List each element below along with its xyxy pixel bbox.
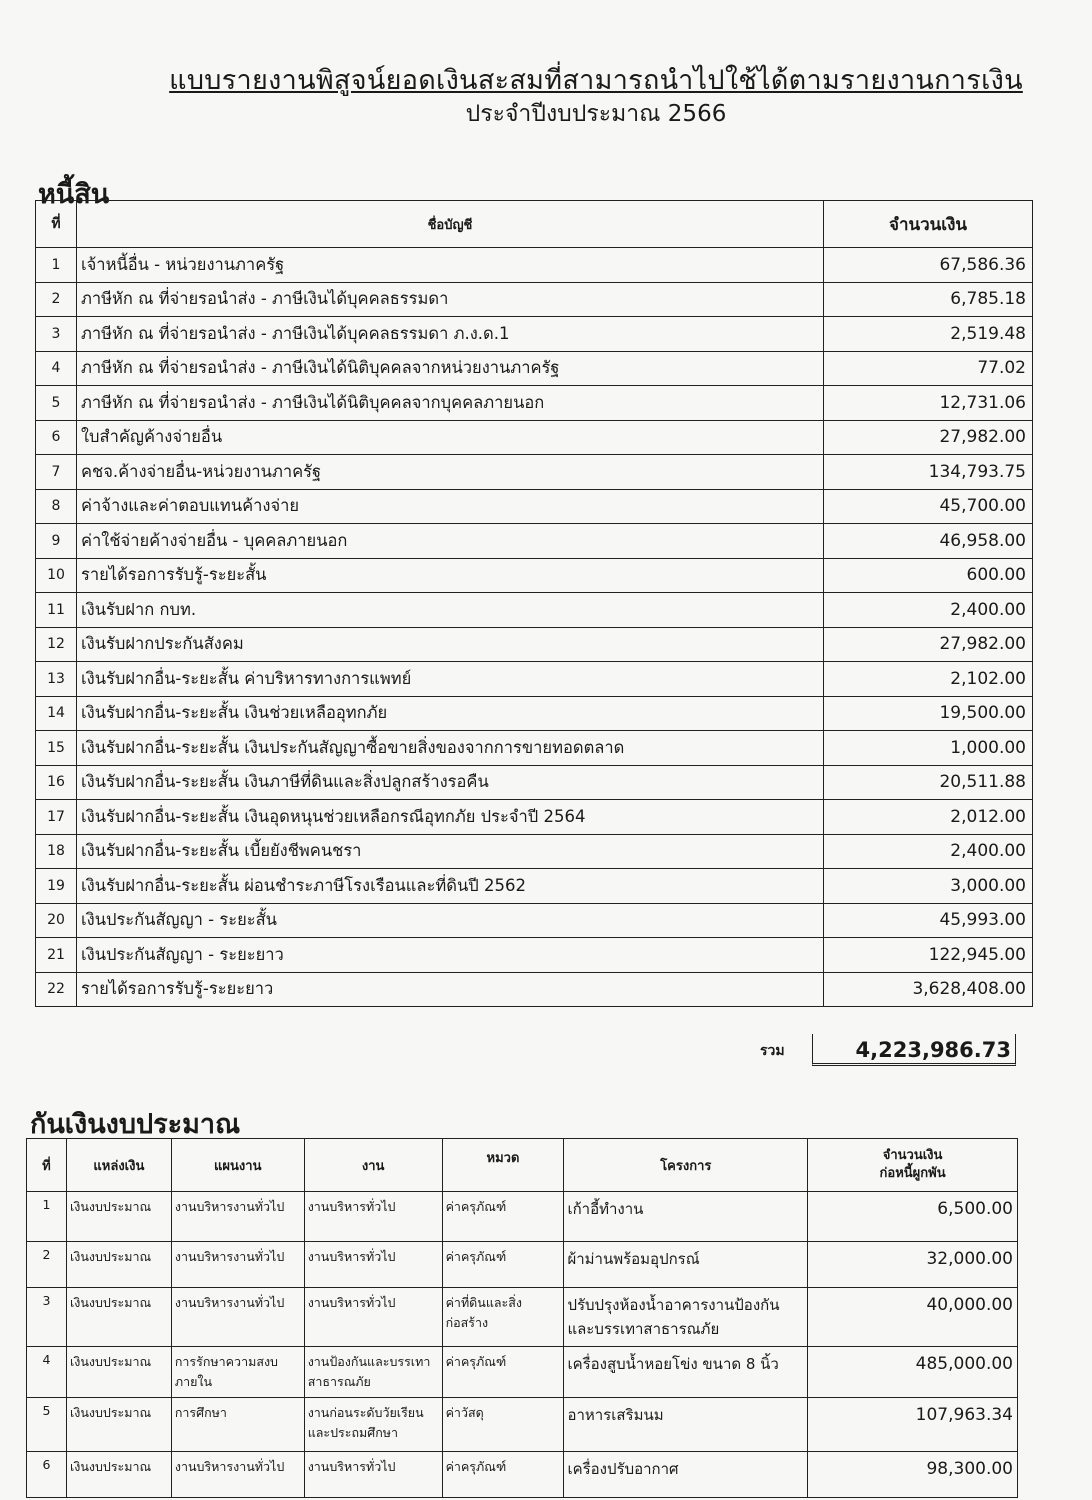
amount: 77.02	[824, 351, 1033, 386]
task: งานบริหารทั่วไป	[304, 1288, 442, 1347]
source: เงินงบประมาณ	[66, 1347, 171, 1398]
table-row	[27, 1398, 1018, 1452]
budget-heading: กันเงินงบประมาณ	[30, 1109, 241, 1140]
row-number: 18	[36, 834, 77, 869]
amount: 45,700.00	[824, 489, 1033, 524]
table-row	[36, 903, 1033, 938]
category: ค่าที่ดินและสิ่งก่อสร้าง	[442, 1288, 564, 1347]
row-number: 2	[27, 1242, 67, 1288]
source: เงินงบประมาณ	[66, 1288, 171, 1347]
table-row	[36, 489, 1033, 524]
row-number: 6	[27, 1452, 67, 1498]
amount: 2,519.48	[824, 317, 1033, 352]
plan: งานบริหารงานทั่วไป	[171, 1192, 304, 1242]
source: เงินงบประมาณ	[66, 1398, 171, 1452]
account-name: เงินรับฝาก กบท.	[77, 593, 824, 628]
account-name: เงินรับฝากประกันสังคม	[77, 627, 824, 662]
budget-header-row	[27, 1139, 1018, 1192]
row-number: 6	[36, 420, 77, 455]
amount: 46,958.00	[824, 524, 1033, 559]
amount: 3,628,408.00	[824, 972, 1033, 1007]
amount: 600.00	[824, 558, 1033, 593]
row-number: 2	[36, 282, 77, 317]
row-number: 19	[36, 869, 77, 904]
project: เครื่องปรับอากาศ	[564, 1452, 808, 1498]
row-number: 5	[36, 386, 77, 421]
table-row	[27, 1242, 1018, 1288]
table-row	[27, 1347, 1018, 1398]
account-name: เงินรับฝากอื่น-ระยะสั้น เงินอุดหนุนช่วยเหลือกรณีอุทกภัย ประจำปี 2564	[77, 800, 824, 835]
row-number: 17	[36, 800, 77, 835]
category: ค่าวัสดุ	[442, 1398, 564, 1452]
amount: 27,982.00	[824, 627, 1033, 662]
amount: 98,300.00	[808, 1452, 1018, 1498]
amount: 45,993.00	[824, 903, 1033, 938]
account-name: เงินประกันสัญญา - ระยะยาว	[77, 938, 824, 973]
task: งานบริหารทั่วไป	[304, 1242, 442, 1288]
account-name: เงินรับฝากอื่น-ระยะสั้น เบี้ยยังชีพคนชรา	[77, 834, 824, 869]
table-row	[36, 938, 1033, 973]
row-number: 5	[27, 1398, 67, 1452]
row-number: 12	[36, 627, 77, 662]
table-row	[36, 765, 1033, 800]
table-row	[36, 731, 1033, 766]
table-row	[36, 662, 1033, 697]
amount: 12,731.06	[824, 386, 1033, 421]
row-number: 1	[27, 1192, 67, 1242]
table-row	[27, 1192, 1018, 1242]
amount: 20,511.88	[824, 765, 1033, 800]
category: ค่าครุภัณฑ์	[442, 1242, 564, 1288]
account-name: เงินรับฝากอื่น-ระยะสั้น เงินภาษีที่ดินและสิ่งปลูกสร้างรอคืน	[77, 765, 824, 800]
plan: งานบริหารงานทั่วไป	[171, 1242, 304, 1288]
row-number: 4	[36, 351, 77, 386]
col-header-no: ที่	[27, 1139, 67, 1192]
amount: 40,000.00	[808, 1288, 1018, 1347]
account-name: เงินประกันสัญญา - ระยะสั้น	[77, 903, 824, 938]
table-row	[36, 800, 1033, 835]
account-name: เงินรับฝากอื่น-ระยะสั้น เงินประกันสัญญาซื้อขายสิ่งของจากการขายทอดตลาด	[77, 731, 824, 766]
col-header-amount: จำนวนเงิน	[824, 201, 1033, 248]
row-number: 3	[27, 1288, 67, 1347]
table-row	[36, 351, 1033, 386]
row-number: 7	[36, 455, 77, 490]
source: เงินงบประมาณ	[66, 1452, 171, 1498]
category: ค่าครุภัณฑ์	[442, 1347, 564, 1398]
amount: 6,785.18	[824, 282, 1033, 317]
table-row	[36, 524, 1033, 559]
page-subtitle: ประจำปีงบประมาณ 2566	[465, 101, 727, 127]
amount: 2,400.00	[824, 593, 1033, 628]
row-number: 4	[27, 1347, 67, 1398]
account-name: รายได้รอการรับรู้-ระยะยาว	[77, 972, 824, 1007]
amount: 67,586.36	[824, 248, 1033, 283]
task: งานป้องกันและบรรเทาสาธารณภัย	[304, 1347, 442, 1398]
amount: 2,102.00	[824, 662, 1033, 697]
amount: 485,000.00	[808, 1347, 1018, 1398]
row-number: 20	[36, 903, 77, 938]
table-row	[36, 972, 1033, 1007]
project: ผ้าม่านพร้อมอุปกรณ์	[564, 1242, 808, 1288]
category: ค่าครุภัณฑ์	[442, 1192, 564, 1242]
project: ปรับปรุงห้องน้ำอาคารงานป้องกันและบรรเทาสาธารณภัย	[564, 1288, 808, 1347]
amount: 19,500.00	[824, 696, 1033, 731]
liabilities-header-row	[36, 201, 1033, 248]
col-header-plan: แผนงาน	[171, 1139, 304, 1192]
amount: 2,400.00	[824, 834, 1033, 869]
liabilities-table	[35, 200, 1033, 1007]
table-row	[36, 627, 1033, 662]
account-name: ภาษีหัก ณ ที่จ่ายรอนำส่ง - ภาษีเงินได้นิติบุคคลจากหน่วยงานภาครัฐ	[77, 351, 824, 386]
table-row	[36, 696, 1033, 731]
col-header-account-name: ชื่อบัญชี	[77, 201, 824, 248]
account-name: รายได้รอการรับรู้-ระยะสั้น	[77, 558, 824, 593]
project: เก้าอี้ทำงาน	[564, 1192, 808, 1242]
account-name: ภาษีหัก ณ ที่จ่ายรอนำส่ง - ภาษีเงินได้นิติบุคคลจากบุคคลภายนอก	[77, 386, 824, 421]
table-row	[36, 282, 1033, 317]
row-number: 21	[36, 938, 77, 973]
col-header-amount-line1: จำนวนเงิน	[882, 1148, 943, 1163]
table-row	[36, 834, 1033, 869]
row-number: 14	[36, 696, 77, 731]
source: เงินงบประมาณ	[66, 1192, 171, 1242]
amount: 6,500.00	[808, 1192, 1018, 1242]
col-header-amount-line2: ก่อหนี้ผูกพัน	[879, 1166, 946, 1181]
col-header-source: แหล่งเงิน	[66, 1139, 171, 1192]
page-title: แบบรายงานพิสูจน์ยอดเงินสะสมที่สามารถนำไปใช้ได้ตามรายงานการเงิน	[169, 65, 1023, 96]
row-number: 11	[36, 593, 77, 628]
row-number: 22	[36, 972, 77, 1007]
row-number: 9	[36, 524, 77, 559]
total-label: รวม	[760, 1043, 785, 1059]
account-name: เงินรับฝากอื่น-ระยะสั้น ผ่อนชำระภาษีโรงเรือนและที่ดินปี 2562	[77, 869, 824, 904]
account-name: ค่าใช้จ่ายค้างจ่ายอื่น - บุคคลภายนอก	[77, 524, 824, 559]
table-row	[27, 1288, 1018, 1347]
account-name: เงินรับฝากอื่น-ระยะสั้น เงินช่วยเหลืออุทกภัย	[77, 696, 824, 731]
table-row	[36, 420, 1033, 455]
row-number: 13	[36, 662, 77, 697]
plan: งานบริหารงานทั่วไป	[171, 1288, 304, 1347]
table-row	[36, 248, 1033, 283]
amount: 107,963.34	[808, 1398, 1018, 1452]
source: เงินงบประมาณ	[66, 1242, 171, 1288]
row-number: 1	[36, 248, 77, 283]
table-row	[36, 386, 1033, 421]
amount: 134,793.75	[824, 455, 1033, 490]
category: ค่าครุภัณฑ์	[442, 1452, 564, 1498]
row-number: 15	[36, 731, 77, 766]
col-header-category: หมวด	[442, 1139, 564, 1192]
account-name: เงินรับฝากอื่น-ระยะสั้น ค่าบริหารทางการแพทย์	[77, 662, 824, 697]
amount: 2,012.00	[824, 800, 1033, 835]
amount: 122,945.00	[824, 938, 1033, 973]
table-row	[36, 317, 1033, 352]
liabilities-heading: หนี้สิน	[38, 179, 110, 210]
table-row	[27, 1452, 1018, 1498]
task: งานบริหารทั่วไป	[304, 1452, 442, 1498]
account-name: เจ้าหนี้อื่น - หน่วยงานภาครัฐ	[77, 248, 824, 283]
table-row	[36, 558, 1033, 593]
account-name: ใบสำคัญค้างจ่ายอื่น	[77, 420, 824, 455]
amount: 27,982.00	[824, 420, 1033, 455]
project: อาหารเสริมนม	[564, 1398, 808, 1452]
total-amount: 4,223,986.73	[812, 1034, 1016, 1066]
row-number: 16	[36, 765, 77, 800]
col-header-project: โครงการ	[564, 1139, 808, 1192]
col-header-amount	[808, 1139, 1018, 1192]
task: งานก่อนระดับวัยเรียนและประถมศึกษา	[304, 1398, 442, 1452]
plan: การศึกษา	[171, 1398, 304, 1452]
amount: 32,000.00	[808, 1242, 1018, 1288]
table-row	[36, 455, 1033, 490]
project: เครื่องสูบน้ำหอยโข่ง ขนาด 8 นิ้ว	[564, 1347, 808, 1398]
table-row	[36, 593, 1033, 628]
amount: 1,000.00	[824, 731, 1033, 766]
col-header-no: ที่	[36, 201, 77, 248]
account-name: ค่าจ้างและค่าตอบแทนค้างจ่าย	[77, 489, 824, 524]
table-row	[36, 869, 1033, 904]
account-name: ภาษีหัก ณ ที่จ่ายรอนำส่ง - ภาษีเงินได้บุคคลธรรมดา ภ.ง.ด.1	[77, 317, 824, 352]
account-name: ภาษีหัก ณ ที่จ่ายรอนำส่ง - ภาษีเงินได้บุคคลธรรมดา	[77, 282, 824, 317]
col-header-task: งาน	[304, 1139, 442, 1192]
row-number: 8	[36, 489, 77, 524]
account-name: คชจ.ค้างจ่ายอื่น-หน่วยงานภาครัฐ	[77, 455, 824, 490]
row-number: 10	[36, 558, 77, 593]
task: งานบริหารทั่วไป	[304, 1192, 442, 1242]
plan: งานบริหารงานทั่วไป	[171, 1452, 304, 1498]
plan: การรักษาความสงบภายใน	[171, 1347, 304, 1398]
budget-reserve-table	[26, 1138, 1018, 1498]
row-number: 3	[36, 317, 77, 352]
amount: 3,000.00	[824, 869, 1033, 904]
